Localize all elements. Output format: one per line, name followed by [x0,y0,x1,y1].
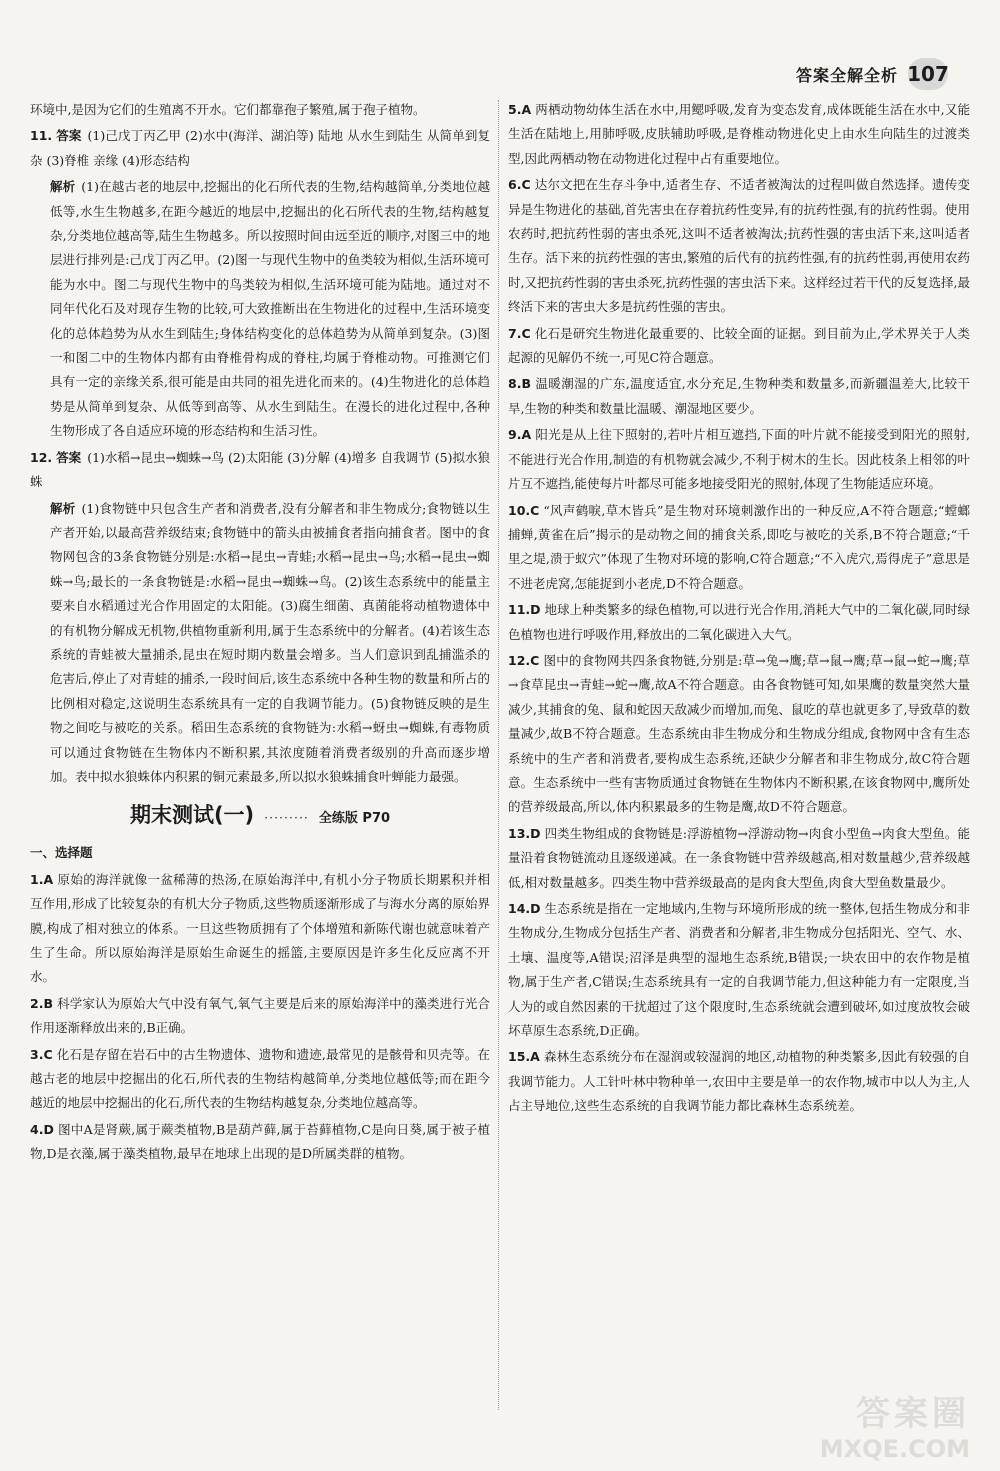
item-text: 化石是研究生物进化最重要的、比较全面的证据。到目前为止,学术界关于人类起源的见解仍不统一,可见C符合题意。 [508,325,970,366]
item-number: 15.A [508,1049,540,1065]
item-text: 化石是存留在岩石中的古生物遗体、遗物和遗迹,最常见的是骸骨和贝壳等。在越古老的地层中挖掘出的化石,所代表的生物结构越简单,分类地位越低等;而在距今越近的地层中挖掘出的化石,所代表的生物结构越复杂,分类地位越高等。 [30,1046,490,1111]
list-item [508,423,970,496]
answer-text: (1)水稻→昆虫→蜘蛛→鸟 (2)太阳能 (3)分解 (4)增多 自我调节 (5)拟水狼蛛 [30,449,490,490]
list-item [508,822,970,895]
section-dots: ········· [264,810,309,826]
item-text: 达尔文把在生存斗争中,适者生存、不适者被淘汰的过程叫做自然选择。遗传变异是生物进化的基础,首先害虫在存着抗药性变异,有的抗药性强,有的抗药性弱。使用农药时,把抗药性弱的害虫杀死,这叫不适者被淘汰;抗药性强的害虫活下来,这叫适者生存。活下来的抗药性强的害虫,繁殖的后代有的抗药性强,有的抗药性弱,再使用农药时,又把抗药性弱的害虫杀死,抗药性强的害虫活下来。这样经过若干代的反复选择,最终活下来的害虫大多是抗药性强的害虫。 [508,177,970,315]
subsection-title: 一、选择题 [30,845,93,861]
item-text: 阳光是从上往下照射的,若叶片相互遮挡,下面的叶片就不能接受到阳光的照射,不能进行光合作用,制造的有机物就会减少,不利于树木的生长。因此枝条上相邻的叶片互不遮挡,能使每片叶都尽可能多地接受阳光的照射,体现了生物能适应环境。 [508,427,970,492]
page-number: 107 [908,58,948,90]
item-number: 3.C [30,1046,53,1062]
answer-text: (1)己戊丁丙乙甲 (2)水中(海洋、湖泊等) 陆地 从水生到陆生 从简单到复杂 (3)脊椎 亲缘 (4)形态结构 [30,128,490,168]
item-number: 12.C [508,652,540,668]
list-item [508,649,970,820]
question-number: 12. [30,449,53,465]
answer-label: 答案 [56,449,82,465]
question-11 [30,124,490,173]
item-number: 14.D [508,901,541,916]
item-number: 5.A [508,102,532,117]
section-heading: 期末测试(一) [129,803,255,828]
list-item [30,1043,490,1116]
section-title [30,801,490,833]
analysis-label: 解析 [50,179,76,195]
item-number: 2.B [30,995,53,1011]
item-number: 11.D [508,602,541,618]
item-text: 原始的海洋就像一盆稀薄的热汤,在原始海洋中,有机小分子物质长期累积并相互作用,形成了比较复杂的有机大分子物质,这些物质逐渐形成了与海水分离的原始界膜,构成了相对独立的体系。一旦这些物质拥有了个体增殖和新陈代谢也就意味着产生了生命。所以原始海洋是原始生命诞生的摇篮,主要原因是许多生化反应离不开水。 [30,871,490,985]
item-text: 两栖动物幼体生活在水中,用鳃呼吸,发育为变态发育,成体既能生活在水中,又能生活在陆地上,用肺呼吸,皮肤辅助呼吸,是脊椎动物进化史上由水生向陆生的过渡类型,因此两栖动物在动物进化过程中占有重要地位。 [508,102,970,166]
item-number: 13.D [508,825,541,841]
header-title: 答案全解全析 [795,65,898,85]
item-number: 8.B [508,376,531,392]
analysis-label: 解析 [50,500,76,516]
list-item [508,372,970,421]
item-number: 6.C [508,177,531,193]
list-item [508,173,970,319]
answer-label: 答案 [56,128,82,144]
item-number: 9.A [508,427,532,443]
list-item [508,98,970,171]
list-item [508,322,970,371]
list-item [508,1045,970,1118]
item-number: 1.A [30,871,54,887]
right-column [508,98,970,1398]
watermark-url: MXQE.COM [819,1435,970,1463]
item-text: 图中A是肾蕨,属于蕨类植物,B是葫芦藓,属于苔藓植物,C是向日葵,属于被子植物,D是衣藻,属于藻类植物,最早在地球上出现的是D所属类群的植物。 [30,1121,490,1162]
watermark-logo: 答案圈 [856,1394,970,1434]
list-item [30,868,490,990]
item-text: 温暖潮湿的广东,温度适宜,水分充足,生物种类和数量多,而新疆温差大,比较干旱,生物的种类和数量比温暖、潮湿地区要少。 [508,376,970,416]
question-11-analysis [30,175,490,443]
intro-paragraph: 环境中,是因为它们的生殖离不开水。它们都靠孢子繁殖,属于孢子植物。 [30,102,426,117]
analysis-text: (1)食物链中只包含生产者和消费者,没有分解者和非生物成分;食物链以生产者开始,以最高营养级结束;食物链中的箭头由被捕食者指向捕食者。图中的食物网包含的3条食物链分别是:水稻→昆虫→青蛙;水稻→昆虫→鸟;水稻→昆虫→蜘蛛→鸟;最长的一条食物链是:水稻→昆虫→蜘蛛→鸟。(2)该生态系统中的能量主要来自水稻通过光合作用固定的太阳能。(3)腐生细菌、真菌能将动植物遗体中的有机物分解成无机物,供植物重新利用,属于生态系统中的分解者。(4)若该生态系统的青蛙被大量捕杀,昆虫在短时期内数量会增多。当人们意识到乱捕滥杀的危害后,停止了对青蛙的捕杀,一段时间后,该生态系统中各种生物的数量和所占的比例相对稳定,这说明生态系统具有一定的自我调节能力。(5)食物链反映的是生物之间吃与被吃的关系。稻田生态系统的食物链为:水稻→蚜虫→蜘蛛,有毒物质可以通过食物链在生物体内不断积累,其浓度随着消费者级别的升高而逐步增加。表中拟水狼蛛体内积累的铜元素最多,所以拟水狼蛛捕食叶蝉能力最强。 [50,500,490,784]
item-text: 科学家认为原始大气中没有氧气,氧气主要是后来的原始海洋中的藻类进行光合作用逐渐释放出来的,B正确。 [30,995,490,1036]
question-12 [30,446,490,495]
page-header [796,58,948,90]
item-number: 10.C [508,502,540,518]
watermark [820,1386,970,1463]
item-number: 4.D [30,1121,54,1137]
question-number: 11. [30,128,53,144]
item-text: 地球上种类繁多的绿色植物,可以进行光合作用,消耗大气中的二氧化碳,同时绿色植物也进行呼吸作用,释放出的二氧化碳进入大气。 [508,602,970,642]
list-item [508,897,970,1043]
item-number: 7.C [508,325,531,341]
question-12-analysis [30,497,490,790]
list-item [508,598,970,647]
item-text: 图中的食物网共四条食物链,分别是:草→兔→鹰;草→鼠→鹰;草→鼠→蛇→鹰;草→食草昆虫→青蛙→蛇→鹰,故A不符合题意。由各食物链可知,如果鹰的数量突然大量减少,其捕食的兔、鼠和蛇因天敌减少而增加,而兔、鼠吃的草也就更多了,导致草的数量减少,故B不符合题意。生态系统由非生物成分和生物成分组成,食物网中含有生态系统中的生产者和消费者,要构成生态系统,还缺少分解者和非生物成分,故C符合题意。生态系统中一些有害物质通过食物链在生物体内不断积累,在该食物网中,鹰所处的营养级最高,所以,体内积累最多的生物是鹰,故D不符合题意。 [508,652,970,815]
analysis-text: (1)在越古老的地层中,挖掘出的化石所代表的生物,结构越简单,分类地位越低等,水生生物越多,在距今越近的地层中,挖掘出的化石所代表的生物,结构越复杂,分类地位越高等,陆生生物越多。所以按照时间由远至近的顺序,对图三中的地层进行排列是:己戊丁丙乙甲。(2)图一与现代生物中的鱼类较为相似,生活环境可能为水中。图二与现代生物中的鸟类较为相似,生活环境可能为陆地。通过对不同年代化石及对现存生物的比较,可大致推断出在生物进化的过程中,生活环境变化的总体趋势为从水生到陆生;身体结构变化的总体趋势为从简单到复杂。(3)图一和图二中的生物体内都有由脊椎骨构成的脊柱,均属于脊椎动物。可推测它们具有一定的亲缘关系,很可能是由共同的祖先进化而来的。(4)生物进化的总体趋势是从简单到复杂、从低等到高等、从水生到陆生。在漫长的进化过程中,各种生物形成了各自适应环境的形态结构和生活习性。 [50,179,490,439]
section-reference: 全练版 P70 [318,811,391,827]
left-column [30,98,490,1428]
list-item [30,992,490,1041]
item-text: 生态系统是指在一定地域内,生物与环境所形成的统一整体,包括生物成分和非生物成分,生物成分包括生产者、消费者和分解者,非生物成分包括阳光、空气、水、土壤、温度等,A错误;沼泽是典型的湿地生态系统,B错误;一块农田中的农作物是植物,属于生产者,C错误;生态系统具有一定的自我调节能力,但这种能力有一定限度,当人为的或自然因素的干扰超过了这个限度时,生态系统就会遭到破坏,如过度放牧会破坏草原生态系统,D正确。 [508,901,970,1039]
list-item [30,1118,490,1167]
item-text: 四类生物组成的食物链是:浮游植物→浮游动物→肉食小型鱼→肉食大型鱼。能量沿着食物链流动且逐级递减。在一条食物链中营养级越高,相对数量越少,营养级越低,相对数量越多。四类生物中营养级最高的是肉食大型鱼,肉食大型鱼数量最少。 [508,825,970,890]
list-item [508,499,970,597]
item-text: 森林生态系统分布在湿润或较湿润的地区,动植物的种类繁多,因此有较强的自我调节能力。人工针叶林中物种单一,农田中主要是单一的农作物,城市中以人为主,人占主导地位,这些生态系统的自我调节能力都比森林生态系统差。 [508,1049,970,1114]
column-divider [498,100,500,1410]
item-text: “风声鹤唳,草木皆兵”是生物对环境刺激作出的一种反应,A不符合题意;“螳螂捕蝉,黄雀在后”揭示的是动物之间的捕食关系,即吃与被吃的关系,B不符合题意;“千里之堤,溃于蚁穴”体现了生物对环境的影响,C符合题意;“不入虎穴,焉得虎子”意思是不进老虎窝,怎能捉到小老虎,D不符合题意。 [508,502,970,591]
